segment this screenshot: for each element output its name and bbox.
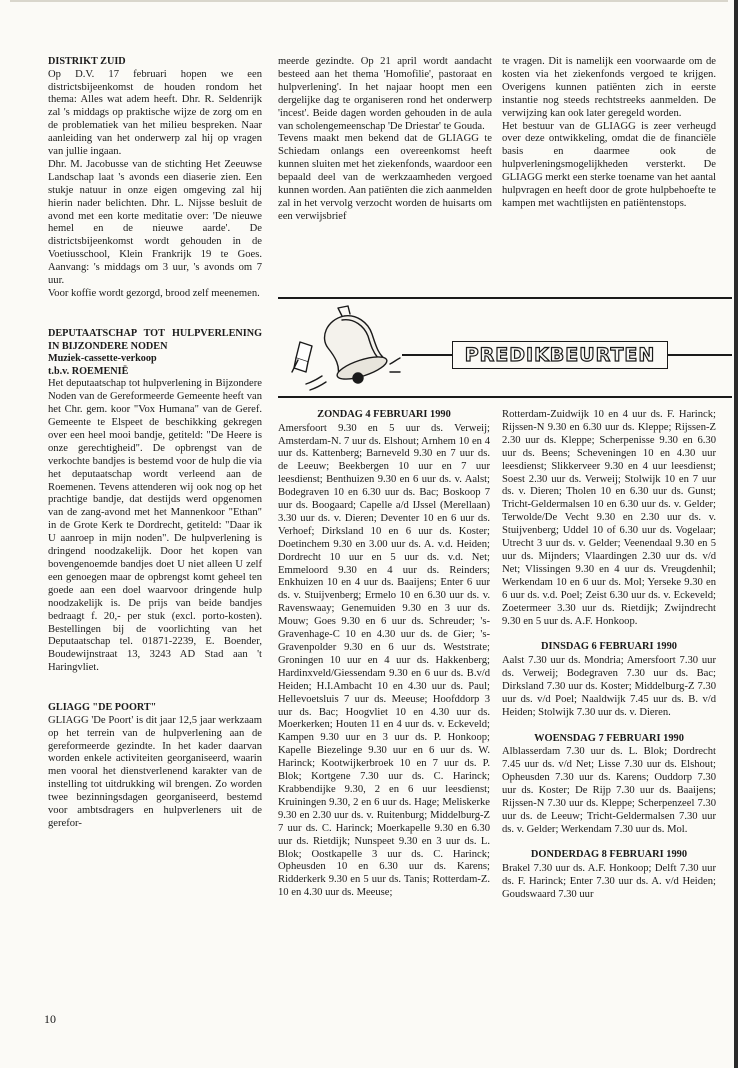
date-heading-wednesday: WOENSDAG 7 FEBRUARI 1990	[534, 732, 684, 744]
gliagg-continued-paragraph-1: meerde gezindte. Op 21 april wordt aandacht besteed aan het thema 'Homofilie', pastoraat en hulpverlening'. In het najaar hoopt men een dergelijke dag te organiseren rond het onderwerp 'incest'. Beide dagen worden gehouden in de aula van scholengemeenschap 'De Driestar' te Gouda.	[278, 56, 492, 132]
tuesday-services-list: Aalst 7.30 uur ds. Mondria; Amersfoort 7.30 uur ds. Verweij; Bodegraven 7.30 uur ds. Bac; Dirksland 7.30 uur ds. Koster; Middelburg-Z 7.30 uur ds. v/d Poel; Naaldwijk 7.45 uur ds. B. v/d Heiden; Stolwijk 7.30 uur ds. v. Dieren.	[502, 655, 716, 718]
banner-right-line	[667, 354, 732, 356]
predikbeurten-title-box	[452, 341, 668, 369]
banner-top-rule	[278, 297, 732, 299]
column-left	[48, 56, 262, 831]
church-bell-icon	[282, 302, 402, 392]
column-right-top	[502, 56, 716, 211]
page-number: 10	[44, 1012, 56, 1026]
gliagg-continued-paragraph-4: Het bestuur van de GLIAGG is zeer verheugd over deze ontwikkeling, omdat die de financiële basis en daarmee ook de hulpverleningsmogelijkheden versterkt. De GLIAGG merkt een sterke toename van het aantal hulpvragen en heeft door de grote hulpbehoefte te kampen met wachtlijsten en patiëntenstops.	[502, 120, 716, 209]
banner-bottom-rule	[278, 396, 732, 398]
deputaatschap-subheading-2: t.b.v. ROEMENIË	[48, 365, 129, 377]
deputaatschap-paragraph: Het deputaatschap tot hulpverlening in Bijzondere Noden van de Gereformeerde Gemeente heeft van het Chr. gem. koor "Vox Humana" van de Geref. Gemeente te Elspeet de beschikking gekregen over een heel mooi bandje, getiteld: "De Heere is onze gerechtigheid". De opbrengst van de verkochte bandjes is bestemd voor de hulp die via het deputaatschap wordt verleend aan de Roemenen. Tevens attenderen wij ook nog op het prachtige bandje, dat destijds werd opgenomen van de zang-avond met het Mannenkoor "Ethan" in de Grote Kerk te Dordrecht, getiteld: "Daar ik U aanroep in mijn noden". De hulpverlening is dringend noodzakelijk. Door het kopen van bovengenoemde bandjes doet U niet alleen U zelf een genoegen maar de opbrengst komt geheel ten goede aan een doel waarvoor dringende hulp noodzakelijk is. De prijs van beide bandjes bedraagt f. 20,- per stuk (excl. porto-kosten). Bestellingen bij de voorlichting van het Deputaatschap tel. 01871-2239, E. Boender, Boudewijnstraat 13, 3243 AD Stad aan 't Haringvliet.	[48, 378, 262, 674]
sunday-services-list: Amersfoort 9.30 en 5 uur ds. Verweij; Amsterdam-N. 7 uur ds. Elshout; Arnhem 10 en 4 uur ds. Kattenberg; Barneveld 9.30 en 7 uur ds. de Leeuw; Beekbergen 10 uur en 7 uur leesdienst; Benthuizen 9.30 en 6 uur ds. v. Aalst; Bodegraven 10 en 6.30 uur ds. Bac; Boskoop 7 uur ds. Boogaard; Capelle a/d IJssel (Merellaan) 3.30 uur ds. v. Dieren; Deventer 10 en 6 uur ds. Verhoef; Dirksland 10 en 6 uur ds. Koster; Doetinchem 9.30 en 3.00 uur ds. A. v.d. Heiden; Dordrecht 10 uur en 5 uur ds. v.d. Net; Emmeloord 9.30 en 4 uur ds. Reinders; Enkhuizen 10 en 4 uur ds. Baaijens; Enter 6 uur ds. v. Stuijvenberg; Ermelo 10 en 6.30 uur ds. v. Ravenswaay; Genemuiden 9.30 en 3 uur ds. Mouw; Goes 9.30 en 6 uur ds. Schreuder; 's-Gravenhage-C 10 en 4.30 uur ds. de Gier; 's-Gravenpolder 9.30 en 6 uur ds. Weststrate; Groningen 10 uur en 4 uur ds. Hakkenberg; Hardinxveld/Giessendam 9.30 en 6 uur ds. B.v/d Heiden; H.I.Ambacht 10 en 4.30 uur ds. Paul; Hellevoetsluis 7 uur ds. Meeuse; Hoofddorp 3 uur ds. Bac; Hoogvliet 10 en 4.30 uur ds. Moerkerken; Houten 11 en 4 uur ds. v. Eckeveld; Kampen 9.30 uur en 3 uur ds. P. Honkoop; Kapelle Biezelinge 9.30 uur en 6 uur ds. W. Harinck; Kootwijkerbroek 10 en 7 uur ds. P. Blok; Kortgene 7.30 uur ds. C. Harinck; Krabbendijke 9.30, 2 en 6 uur leesdienst; Kruiningen 9.30, 2 en 6 uur ds. Hage; Meliskerke 9.30 en 2.30 uur ds. v. Ruitenburg; Middelburg-Z 7 uur ds. C. Harinck; Moerkapelle 9.30 en 6.30 uur ds. Rietdijk; Nunspeet 9.30 en 3 uur ds. L. Blok; Oostkapelle 3 uur ds. C. Harinck; Opheusden 10 en 6.30 uur ds. Karens; Ridderkerk 9.30 en 5 uur ds. Tanis; Rotterdam-Z. 10 en 4.30 uur ds. Meeuse;	[278, 422, 490, 899]
column-right-bottom	[502, 409, 716, 902]
banner-left-line	[402, 354, 452, 356]
sunday-services-list-continued: Rotterdam-Zuidwijk 10 en 4 uur ds. F. Harinck; Rijssen-N 9.30 en 6.30 uur ds. Kleppe; Rijssen-Z 2.30 uur ds. Kleppe; Scherpenisse 9.30 en 6.30 uur ds. Beens; Scheveningen 10 en 4.30 uur leesdienst; Slikkerveer 9.30 en 4 uur leesdienst; Soest 2.30 uur ds. Verweij; Stolwijk 10 en 7 uur ds. v. Dieren; Tholen 10 en 6.30 uur ds. Gunst; Tricht-Geldermalsen 10 en 6.30 uur ds. v. Gelder; Terwolde/De Vecht 9.30 en 2.30 uur ds. v. Stuijvenberg; Uddel 10 of 6.30 uur ds. Vogelaar; Utrecht 3 uur ds. v. Gelder; Veenendaal 9.30 en 5 uur ds. Mijnders; Vlaardingen 2.30 uur ds. v/d Net; Vlissingen 9.30 en 4 uur ds. Vreugdenhil; Werkendam 10 en 6 uur ds. Mol; Yerseke 9.30 en 6 uur ds. v.d. Poel; Zeist 6.30 uur ds. v. Eckeveld; Zoetermeer 3.30 uur ds. Rietdijk; Zwijndrecht 9.30 en 5 uur ds. A.F. Honkoop.	[502, 409, 716, 627]
wednesday-services-list: Alblasserdam 7.30 uur ds. L. Blok; Dordrecht 7.45 uur ds. v/d Net; Lisse 7.30 uur ds. Elshout; Opheusden 7.30 uur ds. Karens; Ouddorp 7.30 uur ds. Koster; De Rijp 7.30 uur ds. Baaijens; Rijssen-N 7.30 uur ds. Kleppe; Scherpenzeel 7.30 uur ds. de Leeuw; Tricht-Geldermalsen 7.30 uur ds. v. Gelder; Werkendam 7.30 uur ds. Mol.	[502, 746, 716, 835]
distrikt-paragraph-2: Dhr. M. Jacobusse van de stichting Het Zeeuwse Landschap laat 's avonds een diaserie zien. Een stukje natuur in onze eigen omgeving zal hij hierin nader belichten. Dhr. L. Nijsse besluit de avond met een korte meditatie over: 'De nieuwe hemel en de nieuwe aarde'. De districtsbijeenkomst wordt gehouden in de Voetiusschool, Klein Frankrijk 19 te Goes. Aanvang: 's middags om 3 uur, 's avonds om 7 uur.	[48, 158, 262, 287]
top-edge-line	[10, 0, 728, 2]
distrikt-paragraph-3: Voor koffie wordt gezorgd, brood zelf meenemen.	[48, 288, 260, 299]
gliagg-heading: GLIAGG "DE POORT"	[48, 702, 157, 714]
distrikt-zuid-heading: DISTRIKT ZUID	[48, 56, 126, 67]
distrikt-paragraph-1: Op D.V. 17 februari hopen we een districtsbijeenkomst de houden rondom het thema: Alles wat adem heeft. Dhr. R. Seldenrijk zal 's middags op praktische wijze de zorg om en de problematiek van het milieu bespreken. Naar aanleiding van het onderwerp zal hij op vragen van jullie ingaan.	[48, 68, 262, 158]
date-heading-tuesday: DINSDAG 6 FEBRUARI 1990	[541, 641, 677, 653]
thursday-services-list: Brakel 7.30 uur ds. A.F. Honkoop; Delft 7.30 uur ds. F. Harinck; Enter 7.30 uur ds. A. v/d Heiden; Goudswaard 7.30 uur	[502, 863, 716, 900]
date-heading-sunday: ZONDAG 4 FEBRUARI 1990	[317, 409, 451, 420]
gliagg-continued-paragraph-3: te vragen. Dit is namelijk een voorwaarde om de kosten via het ziekenfonds vergoed te krijgen. Overigens kunnen patiënten zich in eerste instantie nog steeds rechtstreeks aanmelden. De verwijzing kan ook later geregeld worden.	[502, 56, 716, 119]
gliagg-continued-paragraph-2: Tevens maakt men bekend dat de GLIAGG te Schiedam onlangs een overeenkomst heeft kunnen sluiten met het ziekenfonds, waardoor een bepaald deel van de werkzaamheden vergoed kunnen worden. Aan patiënten die zich aanmelden zal in het vervolg verzocht worden de huisarts om een verwijsbrief	[278, 133, 492, 222]
predikbeurten-title: PREDIKBEURTEN	[464, 343, 656, 366]
deputaatschap-heading: DEPUTAATSCHAP TOT HULPVERLENING IN BIJZONDERE NODEN	[48, 327, 262, 352]
gliagg-paragraph-1: GLIAGG 'De Poort' is dit jaar 12,5 jaar werkzaam op het terrein van de hulpverlening aan de gereformeerde gezindte. In het kader daarvan worden enkele activiteiten georganiseerd, waarin men vooral het dienstverlenend karakter van de instelling tot uitdrukking wil brengen. Zo worden twee bezinningsdagen georganiseerd, bestemd voor ambtsdragers en hulpverleners uit de gerefor-	[48, 714, 262, 829]
date-heading-thursday: DONDERDAG 8 FEBRUARI 1990	[530, 849, 688, 861]
column-middle-bottom	[278, 409, 490, 900]
column-middle-top	[278, 56, 492, 224]
deputaatschap-subheading-1: Muziek-cassette-verkoop	[48, 353, 157, 365]
